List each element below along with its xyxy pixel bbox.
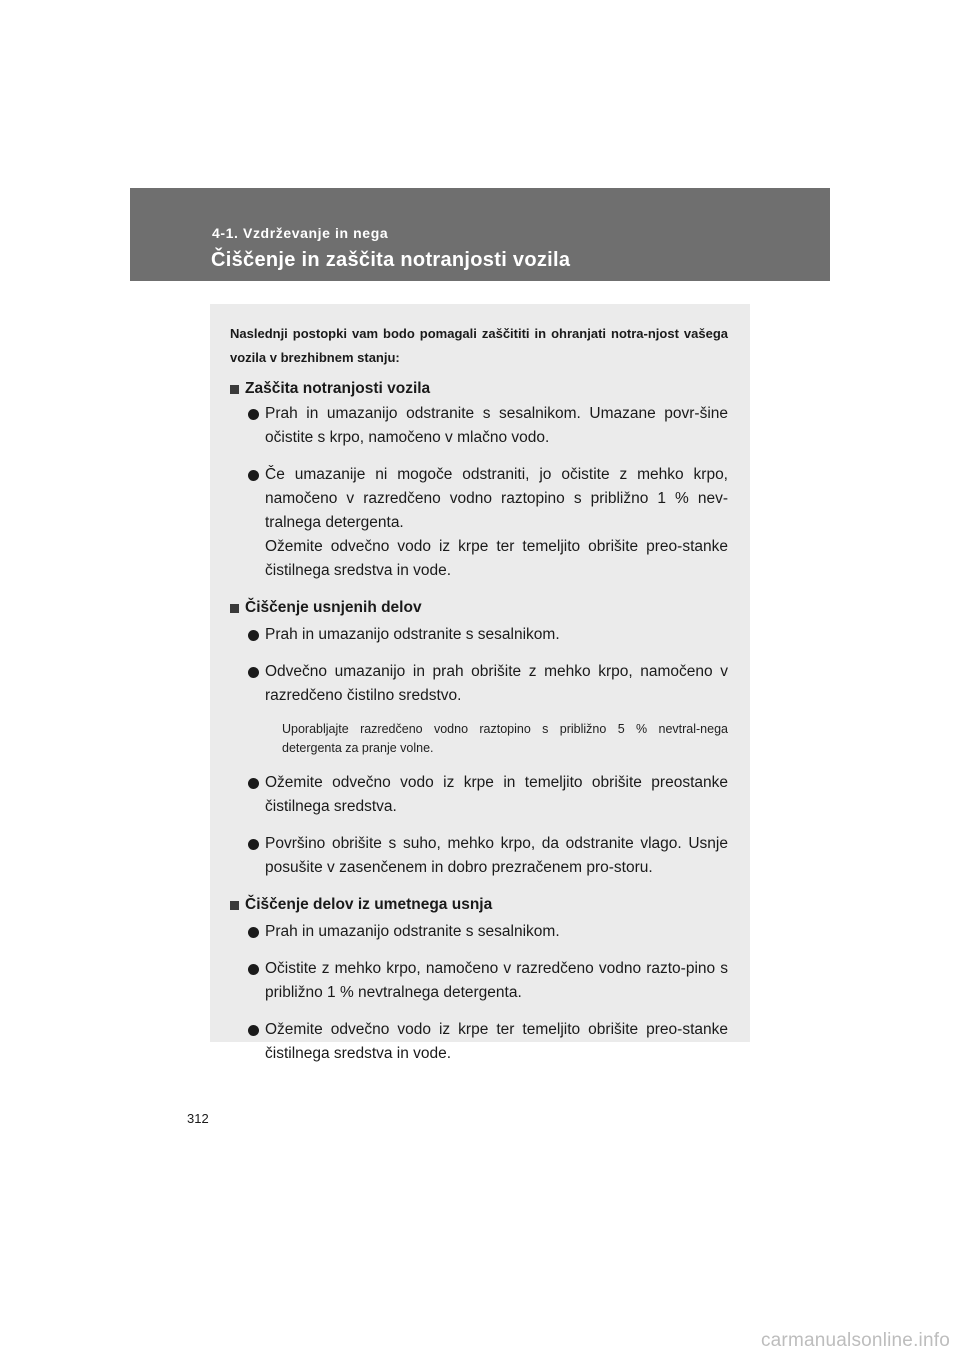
section-heading [230,894,728,916]
bullet-dot-icon [248,470,259,481]
section-heading [230,378,728,400]
list-item-text: Prah in umazanijo odstranite s sesalnikom. [265,923,560,940]
list-item [230,832,728,880]
page-title: Čiščenje in zaščita notranjosti vozila [211,249,571,271]
header-band [130,188,830,281]
section-label: 4-1. Vzdrževanje in nega [212,225,389,241]
content-box [210,304,750,1062]
list-item-text: Ožemite odvečno vodo iz krpe ter temeljito obrišite preo-stanke čistilnega sredstva in vode. [265,538,728,579]
section-leather [230,597,728,880]
watermark: carmanualsonline.info [760,1330,950,1351]
bullet-dot-icon [248,1025,259,1036]
list-item-text: Prah in umazanijo odstranite s sesalnikom. [265,626,560,643]
bullet-dot-icon [248,964,259,975]
bullet-dot-icon [248,630,259,641]
bullet-dot-icon [248,839,259,850]
bullet-dot-icon [248,927,259,938]
intro-text: Naslednji postopki vam bodo pomagali zaščititi in ohranjati notra-njost vašega vozila v brezhibnem stanju: [230,326,728,365]
bullet-dot-icon [248,409,259,420]
section-artificial-leather [230,894,728,1066]
list-item [230,623,728,647]
square-bullet-icon [230,385,239,394]
page-number: 312 [187,1111,209,1126]
list-item [230,1018,728,1066]
section-heading-text: Zaščita notranjosti vozila [245,380,431,397]
list-item-text: Odvečno umazanijo in prah obrišite z mehko krpo, namočeno v razredčeno čistilno sredstvo. [265,663,728,704]
list-item-text: Če umazanije ni mogoče odstraniti, jo očistite z mehko krpo, namočeno v razredčeno vodno raztopino s približno 1 % nev-tralnega detergenta. [265,466,728,531]
bullet-dot-icon [248,778,259,789]
list-item [230,463,728,583]
section-heading-text: Čiščenje delov iz umetnega usnja [245,896,493,913]
section-heading [230,597,728,619]
list-item-text: Prah in umazanijo odstranite s sesalnikom. Umazane povr-šine očistite s krpo, namočeno v mlačno vodo. [265,405,728,446]
list-item-text: Ožemite odvečno vodo iz krpe ter temeljito obrišite preo-stanke čistilnega sredstva in vode. [265,1021,728,1062]
section-protection [230,378,728,583]
square-bullet-icon [230,604,239,613]
list-item [230,771,728,819]
bullet-dot-icon [248,667,259,678]
list-item-text: Površino obrišite s suho, mehko krpo, da odstranite vlago. Usnje posušite v zasenčenem in dobro prezračenem pro-storu. [265,835,728,876]
section-heading-text: Čiščenje usnjenih delov [245,599,422,616]
list-item-text: Ožemite odvečno vodo iz krpe in temeljito obrišite preostanke čistilnega sredstva. [265,774,728,815]
list-item [230,660,728,708]
square-bullet-icon [230,901,239,910]
note-text: Uporabljajte razredčeno vodno raztopino s približno 5 % nevtral-nega detergenta za pranje volne. [282,722,728,755]
list-item [230,402,728,450]
list-item-text: Očistite z mehko krpo, namočeno v razredčeno vodno razto-pino s približno 1 % nevtralnega detergenta. [265,960,728,1001]
list-item [230,957,728,1005]
list-item [230,920,728,944]
